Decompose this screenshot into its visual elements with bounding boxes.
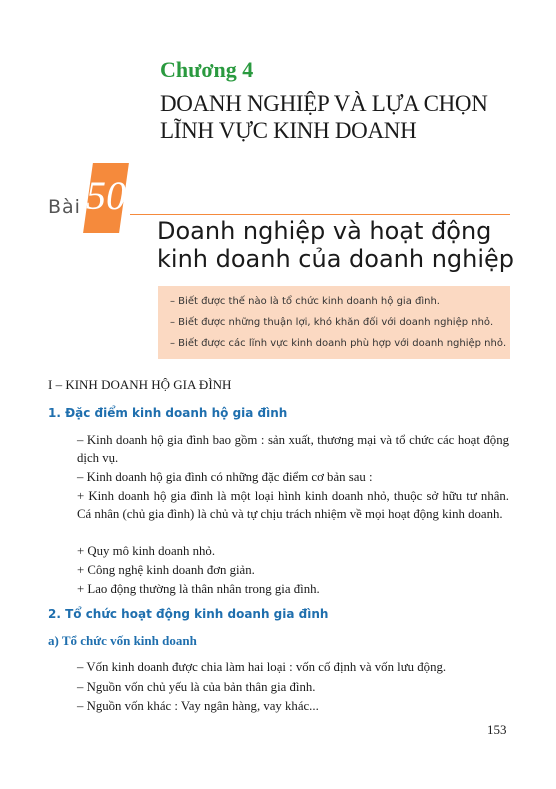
- objectives-box: [158, 286, 510, 359]
- subsection-heading-1: 1. Đặc điểm kinh doanh hộ gia đình: [48, 406, 288, 420]
- objective-item: – Biết được những thuận lợi, khó khăn đối với doanh nghiệp nhỏ.: [170, 317, 494, 328]
- lesson-title-line2: kinh doanh của doanh nghiệp: [157, 245, 515, 273]
- lesson-word: Bài: [48, 196, 81, 218]
- chapter-number: Chương 4: [160, 57, 254, 82]
- objective-item: – Biết được các lĩnh vực kinh doanh phù hợp với doanh nghiệp nhỏ.: [170, 338, 507, 349]
- chapter-title: [160, 90, 488, 144]
- lesson-divider: [130, 214, 510, 215]
- objective-item: – Biết được thế nào là tổ chức kinh doanh hộ gia đình.: [170, 296, 440, 307]
- lesson-title-line1: Doanh nghiệp và hoạt động: [157, 217, 492, 245]
- page-number: 153: [487, 722, 507, 737]
- paragraph: – Vốn kinh doanh được chia làm hai loại : vốn cố định và vốn lưu động.: [77, 660, 447, 674]
- subsection-heading-2a: a) Tổ chức vốn kinh doanh: [48, 633, 197, 648]
- subsection-heading-2: 2. Tổ chức hoạt động kinh doanh gia đình: [48, 607, 329, 621]
- chapter-title-line1: DOANH NGHIỆP VÀ LỰA CHỌN: [160, 91, 488, 116]
- paragraph: – Nguồn vốn khác : Vay ngân hàng, vay khác...: [77, 699, 319, 713]
- paragraph: + Công nghệ kinh doanh đơn giản.: [77, 563, 255, 577]
- lesson-title: [157, 217, 514, 273]
- section-heading: I – KINH DOANH HỘ GIA ĐÌNH: [48, 377, 232, 392]
- paragraph: – Kinh doanh hộ gia đình bao gồm : sản xuất, thương mại và tổ chức các hoạt động dịch vụ.: [77, 433, 509, 465]
- paragraph: – Nguồn vốn chủ yếu là của bản thân gia đình.: [77, 680, 316, 694]
- chapter-title-line2: LĨNH VỰC KINH DOANH: [160, 118, 417, 143]
- paragraph: – Kinh doanh hộ gia đình có những đặc điểm cơ bản sau :: [77, 470, 373, 484]
- paragraph: + Lao động thường là thân nhân trong gia đình.: [77, 582, 320, 596]
- paragraph: + Kinh doanh hộ gia đình là một loại hình kinh doanh nhỏ, thuộc sở hữu tư nhân. Cá nhân (chủ gia đình) là chủ và tự chịu trách nhiệm về mọi hoạt động kinh doanh.: [77, 489, 509, 521]
- paragraph: + Quy mô kinh doanh nhỏ.: [77, 544, 216, 558]
- lesson-number: 50: [86, 173, 126, 218]
